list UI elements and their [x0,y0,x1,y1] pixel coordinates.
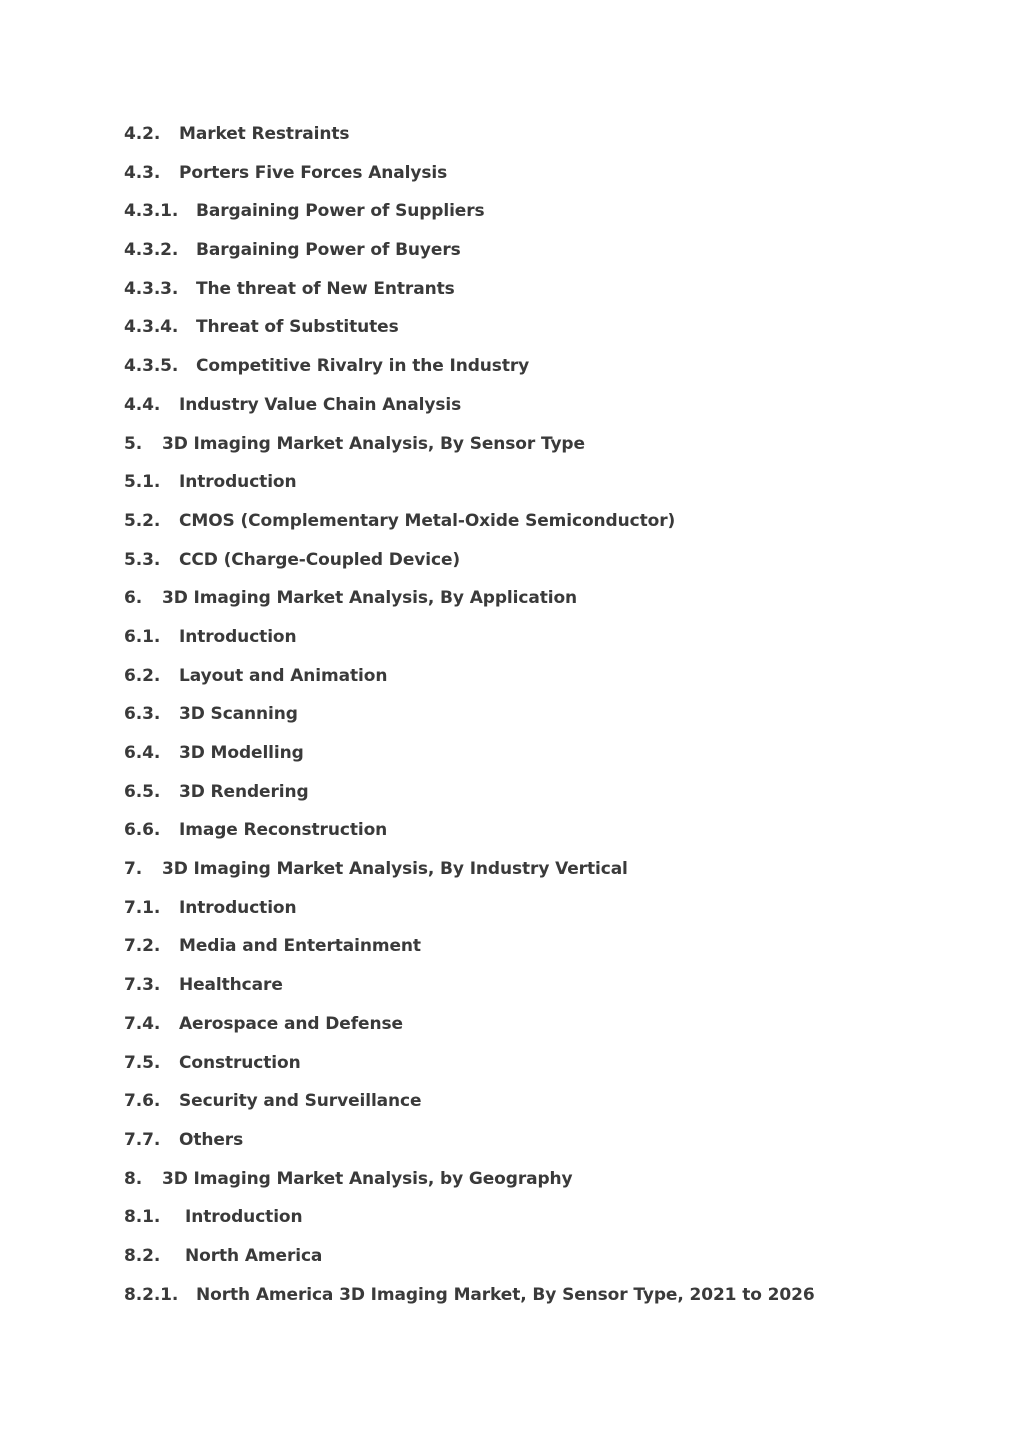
toc-entry-title: 3D Imaging Market Analysis, By Sensor Type [162,433,585,454]
toc-entry [124,240,815,279]
toc-entry [124,1246,815,1285]
toc-entry-number: 5.1. [124,472,161,493]
toc-entry-title: Threat of Substitutes [196,317,399,338]
toc-entry-number: 5. [124,433,143,454]
toc-entry [124,1130,815,1169]
toc-entry [124,704,815,743]
toc-entry-title: Layout and Animation [179,665,388,686]
toc-entry-number: 8. [124,1168,143,1189]
toc-entry-title: CMOS (Complementary Metal-Oxide Semiconductor) [179,510,676,531]
toc-entry-number: 6.3. [124,704,161,725]
toc-entry-title: Bargaining Power of Suppliers [196,201,485,222]
toc-entry [124,163,815,202]
toc-section-heading [124,434,815,473]
toc-entry-number: 6.4. [124,743,161,763]
toc-section-heading [124,859,815,898]
toc-entry-title: Aerospace and Defense [179,1013,403,1034]
toc-entry-number: 4.2. [124,124,161,144]
toc-entry [124,317,815,356]
toc-entry-title: Industry Value Chain Analysis [179,394,462,415]
toc-entry-number: 4.4. [124,394,161,415]
toc-entry-title: CCD (Charge-Coupled Device) [179,549,461,570]
toc-entry-number: 8.1. [124,1207,161,1228]
toc-entry [124,279,815,318]
toc-entry-title: Competitive Rivalry in the Industry [196,356,530,377]
toc-entry [124,472,815,511]
toc-entry-title: Introduction [179,626,297,647]
toc-entry [124,975,815,1014]
toc-entry-number: 7.3. [124,975,161,996]
toc-entry-number: 6. [124,588,143,609]
toc-entry-number: 4.3.5. [124,356,179,377]
toc-entry-title: Healthcare [179,975,283,996]
toc-entry [124,356,815,395]
toc-entry-number: 7.1. [124,897,161,918]
toc-entry-title: Image Reconstruction [179,820,388,841]
toc-entry-title: The threat of New Entrants [196,278,455,299]
toc-entry [124,201,815,240]
toc-entry-title: North America [185,1245,323,1266]
toc-entry-number: 4.3.4. [124,317,179,338]
toc-entry-number: 4.3.2. [124,240,179,261]
toc-entry-title: 3D Scanning [179,704,298,725]
toc-entry [124,1014,815,1053]
toc-entry-number: 6.2. [124,665,161,686]
toc-entry-title: 3D Imaging Market Analysis, by Geography [162,1168,573,1189]
toc-entry-number: 7.2. [124,936,161,957]
toc-entry-title: 3D Modelling [179,743,304,763]
toc-entry [124,1053,815,1092]
toc-entry-number: 6.5. [124,781,161,802]
toc-entry-number: 7.4. [124,1013,161,1034]
toc-entry [124,511,815,550]
toc-entry-title: 3D Imaging Market Analysis, By Application [162,588,578,609]
toc-entry-title: Bargaining Power of Buyers [196,240,461,261]
toc-entry [124,898,815,937]
toc-entry [124,1285,815,1324]
toc-entry-title: Introduction [185,1207,303,1228]
toc-section-heading [124,588,815,627]
toc-entry-title: Market Restraints [179,124,350,144]
toc-entry [124,124,815,163]
toc-entry-title: Introduction [179,897,297,918]
toc-entry-title: Introduction [179,472,297,493]
toc-entry-number: 4.3.3. [124,278,179,299]
toc-entry [124,395,815,434]
toc-entry-number: 5.3. [124,549,161,570]
toc-entry-number: 7.6. [124,1091,161,1112]
toc-entry-number: 5.2. [124,510,161,531]
toc-entry-title: North America 3D Imaging Market, By Sensor Type, 2021 to 2026 [196,1284,815,1305]
toc-entry-title: 3D Imaging Market Analysis, By Industry Vertical [162,859,628,880]
toc-entry-title: Porters Five Forces Analysis [179,162,448,183]
toc-entry-number: 4.3. [124,162,161,183]
toc-entry-title: Media and Entertainment [179,936,421,957]
toc-entry [124,820,815,859]
toc-entry-number: 8.2.1. [124,1284,179,1305]
toc-entry [124,1091,815,1130]
toc-entry-number: 6.6. [124,820,161,841]
toc-entry [124,743,815,782]
toc-entry-title: Others [179,1129,244,1150]
toc-entry-number: 7.5. [124,1052,161,1073]
toc-entry-number: 7.7. [124,1129,161,1150]
toc-entry [124,1207,815,1246]
toc-entry-number: 7. [124,859,143,880]
toc-entry-title: Construction [179,1052,301,1073]
table-of-contents [124,124,815,1323]
toc-entry [124,550,815,589]
toc-entry-number: 8.2. [124,1245,161,1266]
toc-entry-number: 4.3.1. [124,201,179,222]
toc-entry-title: 3D Rendering [179,781,309,802]
toc-entry [124,666,815,705]
toc-entry [124,782,815,821]
toc-entry [124,627,815,666]
toc-entry-title: Security and Surveillance [179,1091,422,1112]
toc-entry-number: 6.1. [124,626,161,647]
toc-entry [124,936,815,975]
toc-section-heading [124,1169,815,1208]
